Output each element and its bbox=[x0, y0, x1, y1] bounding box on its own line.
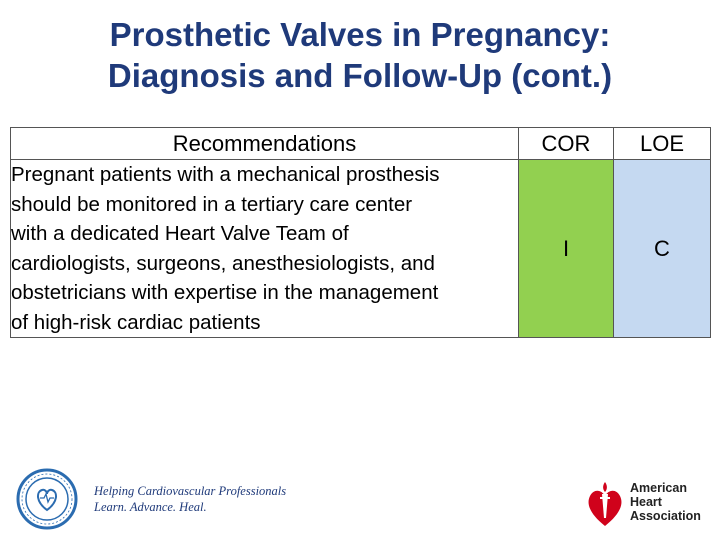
slide-title bbox=[0, 14, 720, 96]
acc-footer bbox=[16, 467, 286, 531]
table-header-row bbox=[11, 128, 711, 160]
aha-word-2: Heart bbox=[630, 495, 662, 509]
recommendation-line: obstetricians with expertise in the management bbox=[11, 281, 439, 304]
aha-word-3: Association bbox=[630, 509, 701, 523]
acc-tagline-line-2: Learn. Advance. Heal. bbox=[94, 500, 207, 514]
acc-tagline-line-1: Helping Cardiovascular Professionals bbox=[94, 484, 287, 498]
recommendation-line: of high-risk cardiac patients bbox=[11, 310, 261, 334]
recommendation-line: should be monitored in a tertiary care center bbox=[11, 192, 413, 216]
table-row bbox=[11, 160, 711, 338]
recommendation-table bbox=[10, 127, 711, 338]
aha-heart-torch-icon bbox=[586, 476, 624, 528]
recommendation-line: cardiologists, surgeons, anesthesiologists, and bbox=[11, 251, 435, 275]
recommendation-text bbox=[11, 160, 519, 338]
acc-tagline bbox=[94, 483, 286, 515]
acc-seal-icon bbox=[16, 468, 78, 530]
cor-value: I bbox=[519, 160, 614, 338]
title-line-2: Diagnosis and Follow-Up (cont.) bbox=[107, 57, 613, 94]
recommendation-line: Pregnant patients with a mechanical prosthesis bbox=[11, 163, 440, 186]
loe-value: C bbox=[614, 160, 711, 338]
aha-footer bbox=[586, 476, 701, 528]
title-line-1: Prosthetic Valves in Pregnancy: bbox=[109, 16, 611, 53]
header-cor: COR bbox=[519, 128, 614, 160]
aha-wordmark bbox=[630, 481, 701, 523]
header-recommendations: Recommendations bbox=[11, 128, 519, 160]
header-loe: LOE bbox=[614, 128, 711, 160]
recommendation-line: with a dedicated Heart Valve Team of bbox=[11, 222, 349, 245]
aha-word-1: American bbox=[630, 481, 687, 495]
